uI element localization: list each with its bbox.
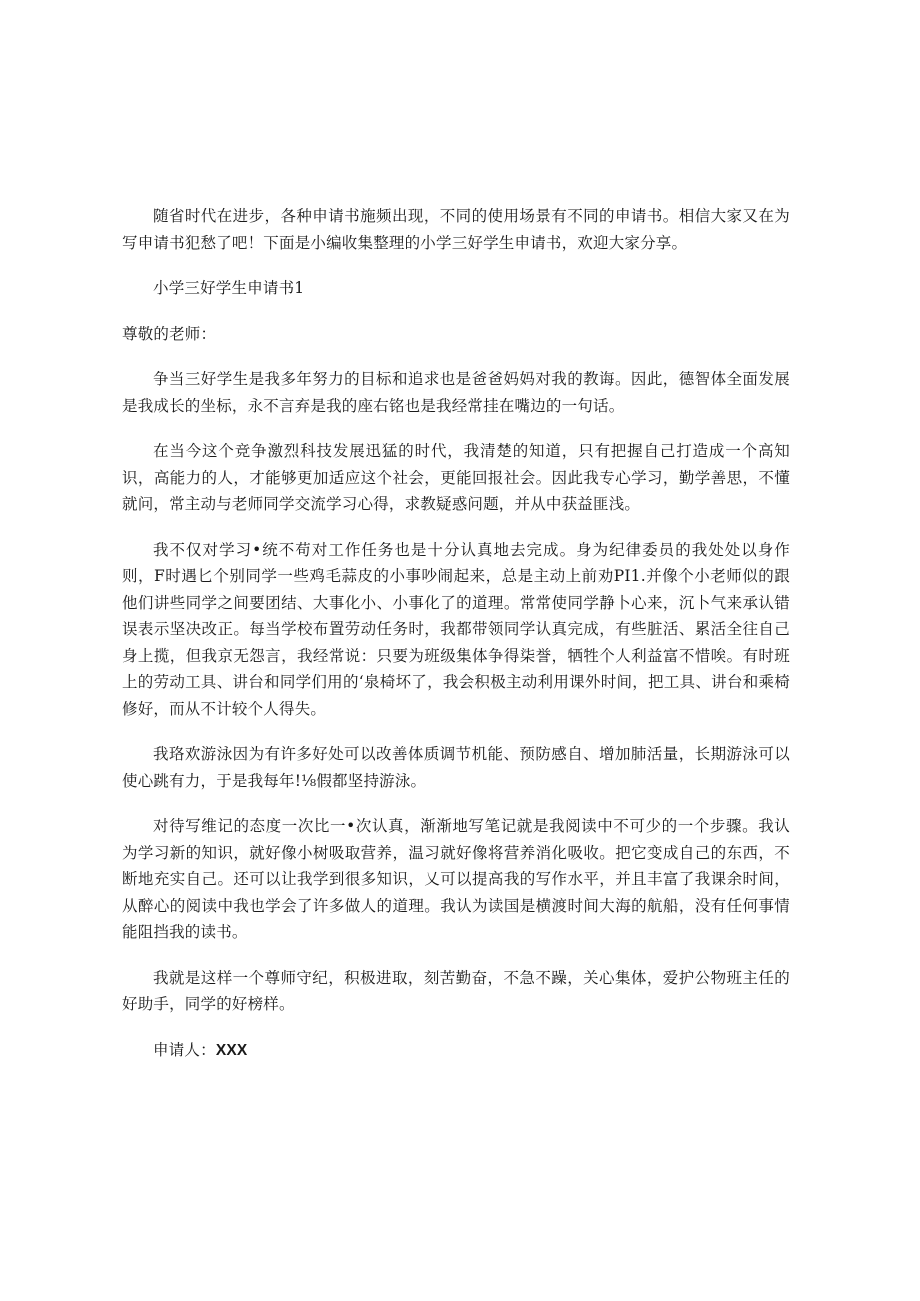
signature-name: XXX	[215, 1041, 248, 1059]
body-paragraph-5: 对待写维记的态度一次比一•次认真，渐渐地写笔记就是我阅读中不可少的一个步骤。我认为学习新的知识，就好像小树吸取营养，温习就好像将营养消化吸收。把它变成自己的东西，不断地充实自己。还可以让我学到很多知识，乂可以提高我的写作水平，并且丰富了我课余时间，从醉心的阅读中我也学会了许多做人的道理。我认为读国是横渡时间大海的航船，没有任何事情能阻挡我的读书。	[122, 817, 790, 941]
document-body	[122, 203, 790, 1064]
signature-label: 申请人：	[153, 1040, 216, 1059]
section-title: 小学三好学生申请书1	[153, 279, 305, 297]
intro-paragraph: 随省时代在进步，各种申请书施频出现，不同的使用场景有不同的申请书。相信大家又在为写申请书犯愁了吧！下面是小编收集整理的小学三好学生申请书，欢迎大家分享。	[122, 207, 790, 252]
body-paragraph-2: 在当今这个竞争激烈科技发展迅猛的时代，我清楚的知道，只有把握自己打造成一个高知识，高能力的人，才能够更加适应这个社会，更能回报社会。因此我专心学习，勤学善思，不懂就问，常主动与老师同学交流学习心得，求教疑惑问题，并从中获益匪浅。	[122, 442, 790, 513]
body-paragraph-3: 我不仅对学习•统不苟对工作任务也是十分认真地去完成。身为纪律委员的我处处以身作则，F时遇匕个别同学一些鸡毛蒜皮的小事吵闹起来，总是主动上前劝PI1.并像个小老师似的跟他们讲些同学之间要团结、大事化小、小事化了的道理。常常使同学静卜心来，沉卜气来承认错误表示坚决改正。每当学校布置劳动任务时，我都带领同学认真完成，有些脏活、累活全往自己身上揽，但我京无怨言，我经常说：只要为班级集体争得柒誉，牺牲个人利益富不惜唉。有时班上的劳动工具、讲台和同学们用的‘泉椅坏了，我会积极主动利用课外时间，把工具、讲台和乘椅修好，而从不计较个人得失。	[122, 540, 790, 718]
body-paragraph-6: 我就是这样一个尊师守纪，积极进取，刻苦勤奋，不急不躁，关心集体，爱护公物班主任的好助手，同学的好榜样。	[122, 968, 790, 1013]
signature-line	[122, 1037, 790, 1065]
body-paragraph-4: 我珞欢游泳因为有许多好处可以改善体质调节机能、预防感自、增加肺活量，长期游泳可以使心跳有力，于是我每年!⅛假都坚持游泳。	[122, 745, 790, 790]
body-paragraph-1: 争当三好学生是我多年努力的目标和追求也是爸爸妈妈对我的教诲。因此，德智体全面发展是我成长的坐标，永不言弃是我的座右铭也是我经常挂在嘴边的一句话。	[122, 370, 790, 415]
salutation: 尊敬的老师：	[122, 324, 217, 343]
